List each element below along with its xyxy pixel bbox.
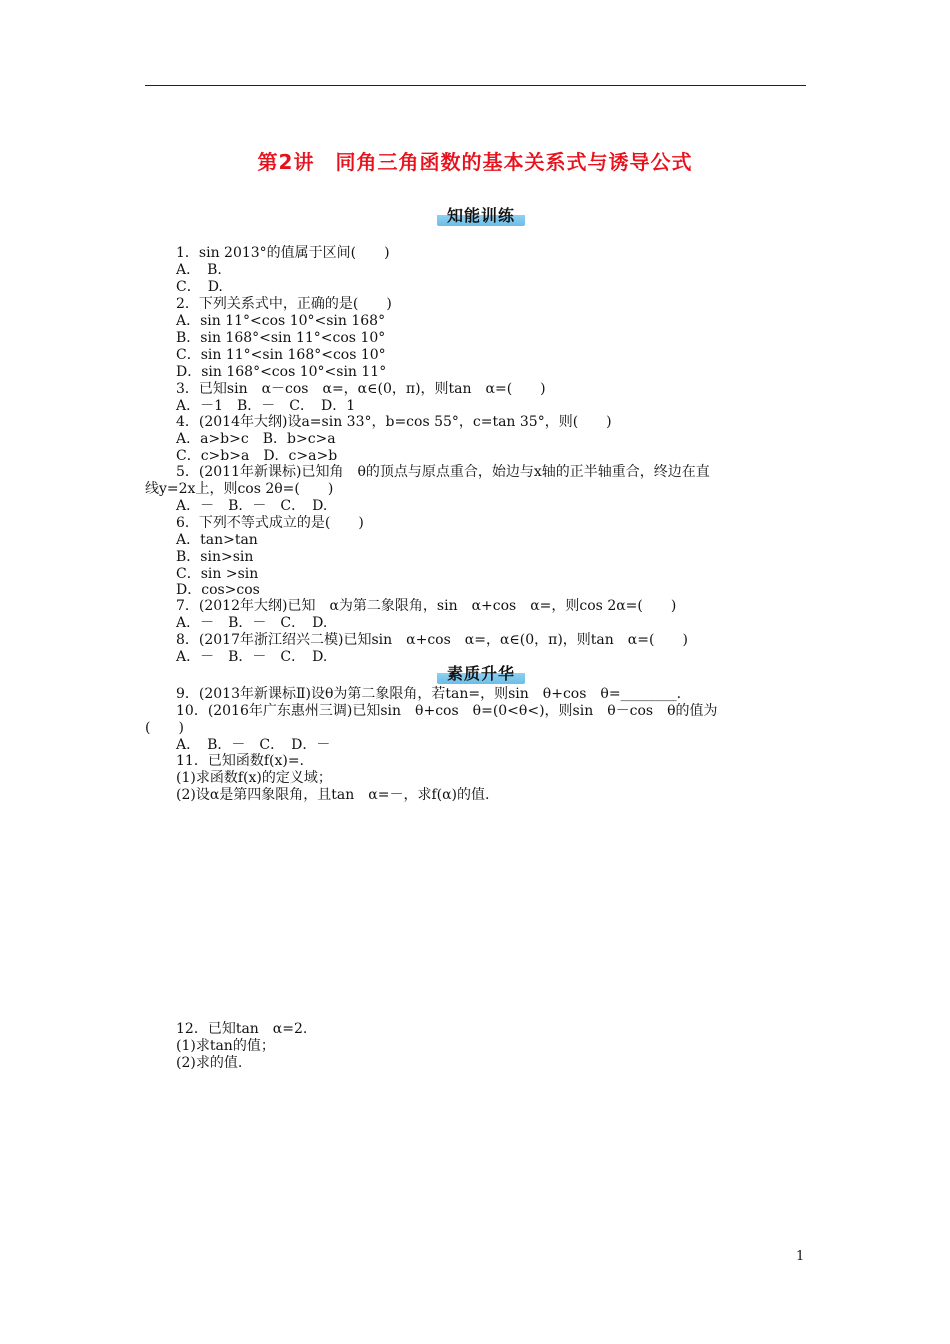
question-line: 12．已知tan α=2.: [176, 1021, 308, 1037]
question-line: 11．已知函数f(x)=.: [176, 753, 304, 769]
question-line-continued: 线y=2x上，则cos 2θ=( ): [145, 481, 334, 497]
question-line-continued: ( ): [145, 720, 184, 736]
question-line: 9．(2013年新课标Ⅱ)设θ为第二象限角，若tan=，则sin θ+cos θ=________.: [176, 686, 682, 702]
page-number: 1: [796, 1249, 805, 1264]
option-line: A．a>b>c B．b>c>a: [176, 431, 336, 447]
question-line: 1．sin 2013°的值属于区间( ): [176, 245, 390, 261]
question-line: 5．(2011年新课标)已知角 θ的顶点与原点重合，始边与x轴的正半轴重合，终边在直: [176, 464, 710, 480]
option-line: A． B.: [176, 262, 222, 278]
option-line: A．－ B．－ C． D.: [176, 498, 328, 514]
question-line: 6．下列不等式成立的是( ): [176, 515, 364, 531]
option-line: D．sin 168°<cos 10°<sin 11°: [176, 364, 387, 380]
option-line: A．sin 11°<cos 10°<sin 168°: [176, 313, 386, 329]
question-line: 7．(2012年大纲)已知 α为第二象限角，sin α+cos α=，则cos 2α=( ): [176, 598, 677, 614]
sub-question-line: (1)求tan的值；: [176, 1038, 275, 1054]
page-title: 第2讲 同角三角函数的基本关系式与诱导公式: [257, 150, 693, 174]
question-line: 4．(2014年大纲)设a=sin 33°，b=cos 55°，c=tan 35°，则( ): [176, 414, 612, 430]
option-line: A．－ B．－ C． D.: [176, 649, 328, 665]
question-line: 8．(2017年浙江绍兴二模)已知sin α+cos α=，α∈(0，π)，则tan α=( ): [176, 632, 688, 648]
question-line: 2．下列关系式中，正确的是( ): [176, 296, 392, 312]
option-line: A． B．－ C． D．－: [176, 737, 331, 753]
option-line: A．tan>tan: [176, 532, 258, 548]
option-line: C．sin >sin: [176, 566, 259, 582]
section-banner-advanced: 素质升华: [437, 664, 525, 684]
option-line: B．sin>sin: [176, 549, 254, 565]
option-line: A．－1 B．－ C． D．1: [176, 398, 356, 414]
option-line: C．sin 11°<sin 168°<cos 10°: [176, 347, 386, 363]
option-line: C． D.: [176, 279, 223, 295]
sub-question-line: (1)求函数f(x)的定义域；: [176, 770, 332, 786]
option-line: C．c>b>a D．c>a>b: [176, 448, 338, 464]
section-banner-training: 知能训练: [437, 206, 525, 226]
option-line: D．cos>cos: [176, 582, 260, 598]
sub-question-line: (2)设α是第四象限角，且tan α=－，求f(α)的值.: [176, 787, 490, 803]
sub-question-line: (2)求的值.: [176, 1055, 243, 1071]
header-rule: [145, 85, 806, 86]
question-line: 10．(2016年广东惠州三调)已知sin θ+cos θ=(0<θ<)，则sin θ－cos θ的值为: [176, 703, 718, 719]
question-line: 3．已知sin α－cos α=，α∈(0，π)，则tan α=( ): [176, 381, 546, 397]
option-line: A．－ B．－ C． D.: [176, 615, 328, 631]
option-line: B．sin 168°<sin 11°<cos 10°: [176, 330, 386, 346]
